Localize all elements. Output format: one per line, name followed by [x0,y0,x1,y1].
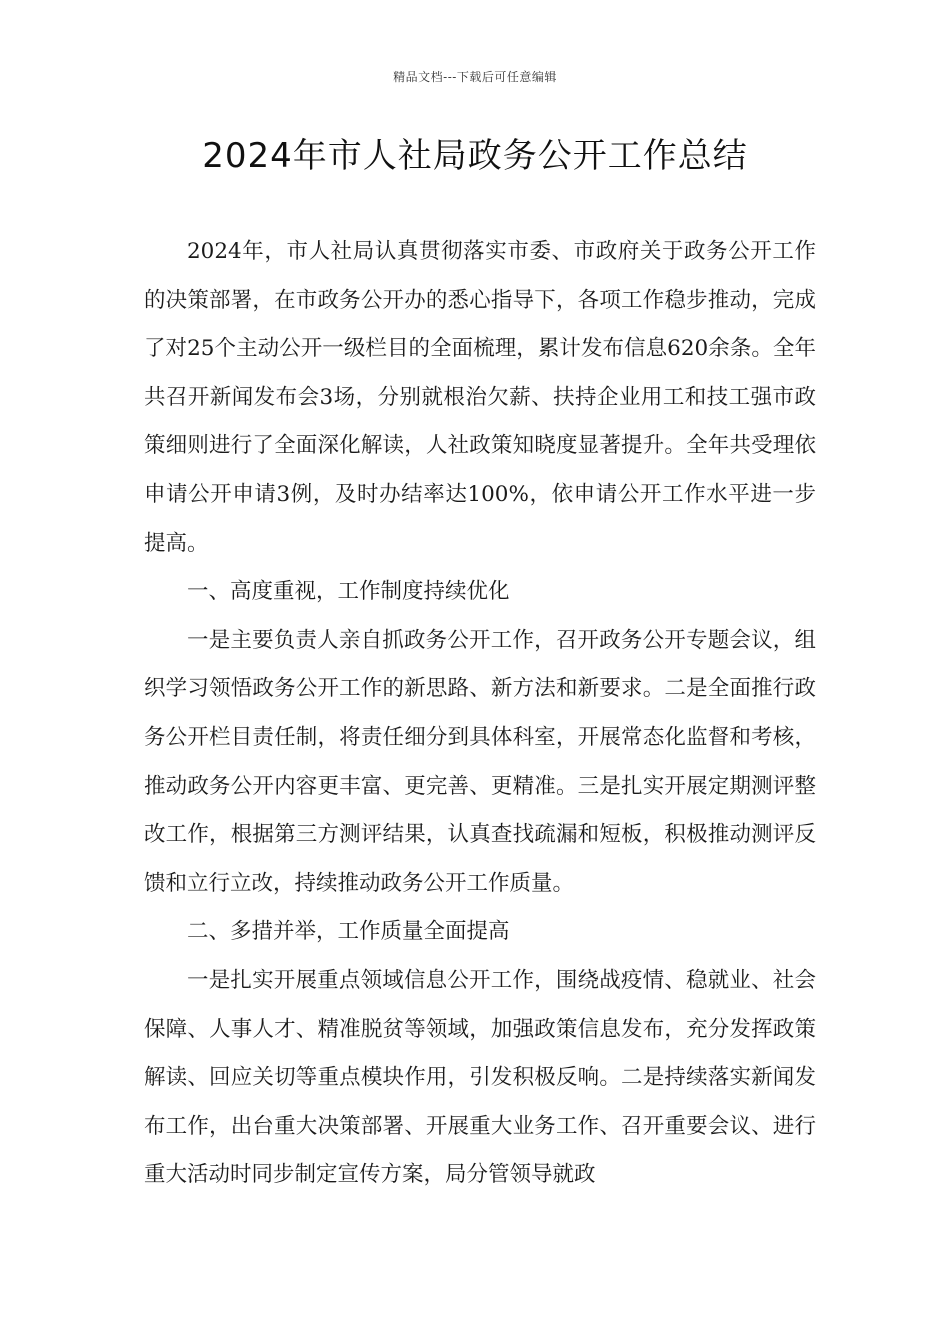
paragraph-section-1: 一是主要负责人亲自抓政务公开工作，召开政务公开专题会议，组织学习领悟政务公开工作的新思路、新方法和新要求。二是全面推行政务公开栏目责任制，将责任细分到具体科室，开展常态化监督和考核，推动政务公开内容更丰富、更完善、更精准。三是扎实开展定期测评整改工作，根据第三方测评结果，认真查找疏漏和短板，积极推动测评反馈和立行立改，持续推动政务公开工作质量。 [144,627,816,896]
document-body [144,228,816,1200]
header-note: 精品文档---下载后可任意编辑 [393,70,557,84]
paragraph-intro: 2024年，市人社局认真贯彻落实市委、市政府关于政务公开工作的决策部署，在市政务公开办的悉心指导下，各项工作稳步推动，完成了对25个主动公开一级栏目的全面梳理，累计发布信息620余条。全年共召开新闻发布会3场，分别就根治欠薪、扶持企业用工和技工强市政策细则进行了全面深化解读，人社政策知晓度显著提升。全年共受理依申请公开申请3例，及时办结率达100%，依申请公开工作水平进一步提高。 [144,239,816,556]
paragraph-section-2: 一是扎实开展重点领域信息公开工作，围绕战疫情、稳就业、社会保障、人事人才、精准脱贫等领域，加强政策信息发布，充分发挥政策解读、回应关切等重点模块作用，引发积极反响。二是持续落实新闻发布工作，出台重大决策部署、开展重大业务工作、召开重要会议、进行重大活动时同步制定宣传方案，局分管领导就政 [144,967,816,1188]
document-title: 2024年市人社局政务公开工作总结 [202,136,748,176]
section-heading-2: 二、多措并举，工作质量全面提高 [187,919,510,945]
section-heading-1: 一、高度重视，工作制度持续优化 [187,579,510,605]
